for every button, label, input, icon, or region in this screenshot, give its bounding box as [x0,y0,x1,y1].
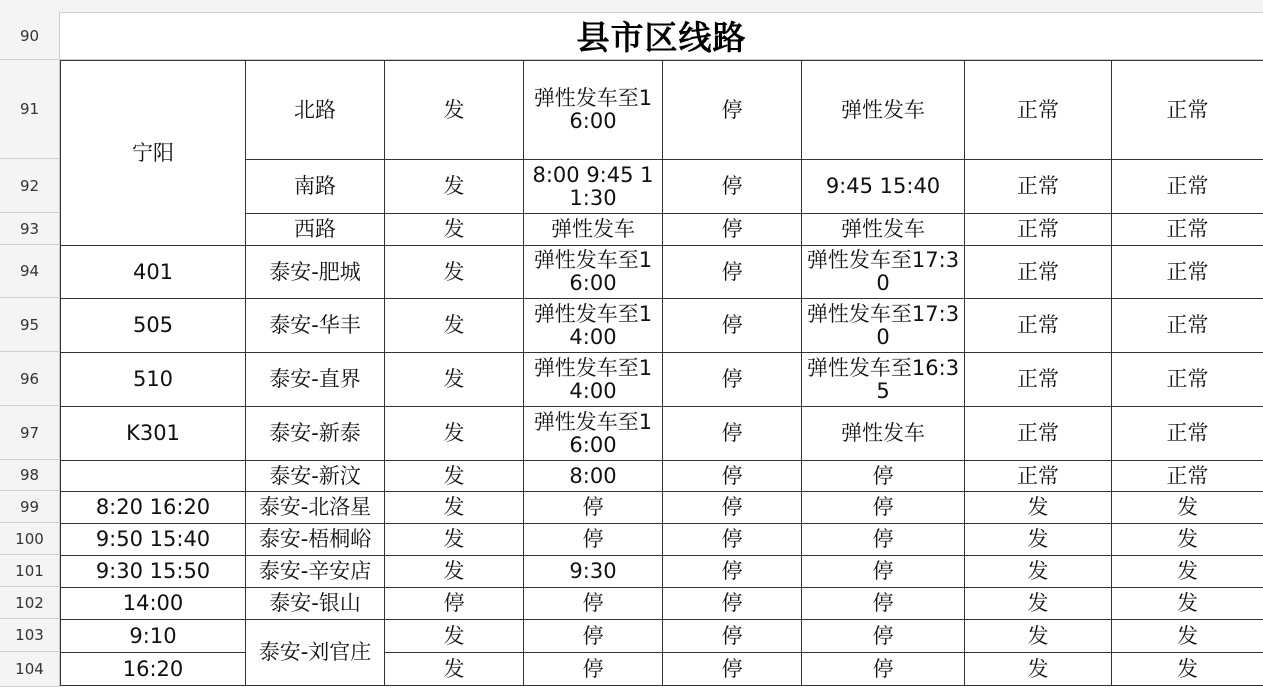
cell-status[interactable]: 正常 [965,214,1112,246]
cell-route-name[interactable]: 泰安-辛安店 [246,556,385,588]
table-row [61,653,1263,686]
cell-route-name[interactable]: 泰安-银山 [246,588,385,620]
cell-status[interactable]: 停 [663,653,802,686]
cell-status[interactable]: 停 [663,556,802,588]
cell-schedule[interactable]: 9:30 [524,556,663,588]
cell-schedule[interactable]: 8:00 9:45 11:30 [524,160,663,214]
row-header[interactable]: 93 [0,213,60,245]
cell-status[interactable]: 正常 [1112,353,1263,407]
cell-status[interactable]: 发 [965,556,1112,588]
cell-schedule[interactable]: 9:45 15:40 [802,160,965,214]
table-row [61,461,1263,492]
cell-route-code[interactable]: 8:20 16:20 [61,492,246,524]
row-header[interactable]: 97 [0,406,60,460]
cell-status[interactable]: 正常 [965,407,1112,461]
cell-route-name[interactable]: 泰安-梧桐峪 [246,524,385,556]
cell-status[interactable]: 发 [1112,620,1263,653]
row-header[interactable]: 102 [0,587,60,619]
row-header[interactable]: 90 [0,12,60,60]
table-row [61,61,1263,160]
cell-status[interactable]: 正常 [965,160,1112,214]
cell-status[interactable]: 正常 [1112,407,1263,461]
table-row [61,492,1263,524]
cell-route-name[interactable]: 泰安-肥城 [246,246,385,299]
cell-schedule[interactable]: 停 [524,653,663,686]
cell-route-code[interactable]: 401 [61,246,246,299]
cell-status[interactable]: 停 [663,407,802,461]
cell-schedule[interactable]: 停 [524,524,663,556]
row-header[interactable]: 100 [0,523,60,555]
cell-status[interactable]: 发 [385,407,524,461]
cell-route-name[interactable]: 泰安-华丰 [246,299,385,353]
cell-schedule[interactable]: 弹性发车至16:35 [802,353,965,407]
cell-status[interactable]: 正常 [1112,461,1263,492]
cell-route-code[interactable]: 16:20 [61,653,246,686]
cell-status[interactable]: 停 [663,492,802,524]
cell-status[interactable]: 正常 [1112,214,1263,246]
cell-status[interactable]: 停 [663,299,802,353]
route-table [60,60,1263,686]
cell-status[interactable]: 停 [663,461,802,492]
cell-status[interactable]: 正常 [965,461,1112,492]
cell-schedule[interactable]: 弹性发车 [524,214,663,246]
cell-status[interactable]: 发 [965,588,1112,620]
row-header[interactable]: 103 [0,619,60,652]
cell-status[interactable]: 发 [385,61,524,160]
cell-schedule[interactable]: 停 [802,461,965,492]
cell-status[interactable]: 发 [385,246,524,299]
cell-status[interactable]: 发 [385,160,524,214]
row-header[interactable]: 101 [0,555,60,587]
cell-route-name[interactable]: 北路 [246,61,385,160]
row-header[interactable]: 91 [0,60,60,159]
table-row [61,299,1263,353]
cell-status[interactable]: 停 [663,588,802,620]
cell-status[interactable]: 发 [385,524,524,556]
row-header[interactable]: 98 [0,460,60,491]
cell-status[interactable]: 停 [663,246,802,299]
cell-schedule[interactable]: 弹性发车 [802,61,965,160]
cell-status[interactable]: 正常 [965,61,1112,160]
cell-status[interactable]: 发 [1112,524,1263,556]
cell-status[interactable]: 正常 [965,299,1112,353]
cell-status[interactable]: 发 [1112,556,1263,588]
cell-status[interactable]: 停 [663,214,802,246]
cell-status[interactable]: 停 [663,160,802,214]
cell-status[interactable]: 发 [385,353,524,407]
cell-route-code[interactable]: 14:00 [61,588,246,620]
cell-schedule[interactable]: 弹性发车至16:00 [524,407,663,461]
row-header[interactable]: 94 [0,245,60,298]
cell-route-code[interactable]: 510 [61,353,246,407]
cell-schedule[interactable]: 停 [524,620,663,653]
cell-status[interactable]: 发 [1112,653,1263,686]
row-header[interactable]: 104 [0,652,60,687]
cell-status[interactable]: 正常 [1112,160,1263,214]
cell-schedule[interactable]: 8:00 [524,461,663,492]
cell-status[interactable]: 发 [385,214,524,246]
cell-schedule[interactable]: 停 [524,588,663,620]
cell-status[interactable]: 正常 [1112,246,1263,299]
cell-status[interactable]: 停 [663,524,802,556]
sheet-title[interactable]: 县市区线路 [60,12,1263,60]
cell-status[interactable]: 发 [965,524,1112,556]
table-row [61,246,1263,299]
cell-status[interactable]: 发 [1112,588,1263,620]
cell-schedule[interactable]: 弹性发车至17:30 [802,299,965,353]
cell-status[interactable]: 发 [965,492,1112,524]
cell-status[interactable]: 发 [965,653,1112,686]
cell-status[interactable]: 正常 [1112,61,1263,160]
cell-status[interactable]: 发 [385,653,524,686]
cell-schedule[interactable]: 停 [802,556,965,588]
cell-status[interactable]: 发 [385,299,524,353]
cell-route-name[interactable]: 泰安-刘官庄 [246,620,385,686]
cell-schedule[interactable]: 停 [802,588,965,620]
cell-schedule[interactable]: 停 [802,620,965,653]
cell-schedule[interactable]: 弹性发车至14:00 [524,299,663,353]
cell-route-name[interactable]: 泰安-新泰 [246,407,385,461]
cell-schedule[interactable]: 弹性发车至14:00 [524,353,663,407]
table-row [61,353,1263,407]
table-row [61,407,1263,461]
cell-status[interactable]: 正常 [1112,299,1263,353]
cell-schedule[interactable]: 弹性发车 [802,407,965,461]
cell-route-code[interactable]: 505 [61,299,246,353]
cell-route-name[interactable]: 泰安-直界 [246,353,385,407]
cell-route-name[interactable]: 南路 [246,160,385,214]
cell-schedule[interactable]: 停 [524,492,663,524]
cell-route-name[interactable]: 西路 [246,214,385,246]
table-row [61,524,1263,556]
cell-route-name[interactable]: 泰安-新汶 [246,461,385,492]
cell-route-code[interactable] [61,461,246,492]
cell-route-code[interactable]: 9:30 15:50 [61,556,246,588]
row-header[interactable]: 96 [0,352,60,406]
cell-schedule[interactable]: 弹性发车至17:30 [802,246,965,299]
cell-status[interactable]: 发 [385,556,524,588]
cell-schedule[interactable]: 弹性发车 [802,214,965,246]
row-header[interactable]: 99 [0,491,60,523]
cell-status[interactable]: 发 [965,620,1112,653]
cell-route-code[interactable]: K301 [61,407,246,461]
cell-route-name[interactable]: 泰安-北洛星 [246,492,385,524]
cell-status[interactable]: 停 [663,61,802,160]
cell-status[interactable]: 停 [385,588,524,620]
cell-schedule[interactable]: 停 [802,653,965,686]
cell-status[interactable]: 停 [663,353,802,407]
cell-status[interactable]: 发 [385,492,524,524]
cell-status[interactable]: 发 [385,461,524,492]
cell-schedule[interactable]: 停 [802,492,965,524]
table-row [61,556,1263,588]
cell-status[interactable]: 发 [1112,492,1263,524]
cell-schedule[interactable]: 弹性发车至16:00 [524,246,663,299]
cell-status[interactable]: 正常 [965,353,1112,407]
cell-status[interactable]: 发 [385,620,524,653]
row-header[interactable]: 92 [0,159,60,213]
cell-schedule[interactable]: 弹性发车至16:00 [524,61,663,160]
table-row [61,588,1263,620]
table-row [61,620,1263,653]
cell-route-code[interactable]: 9:10 [61,620,246,653]
cell-status[interactable]: 正常 [965,246,1112,299]
row-header[interactable]: 95 [0,298,60,352]
cell-schedule[interactable]: 停 [802,524,965,556]
cell-route-code[interactable]: 宁阳 [61,61,246,246]
cell-route-code[interactable]: 9:50 15:40 [61,524,246,556]
cell-status[interactable]: 停 [663,620,802,653]
